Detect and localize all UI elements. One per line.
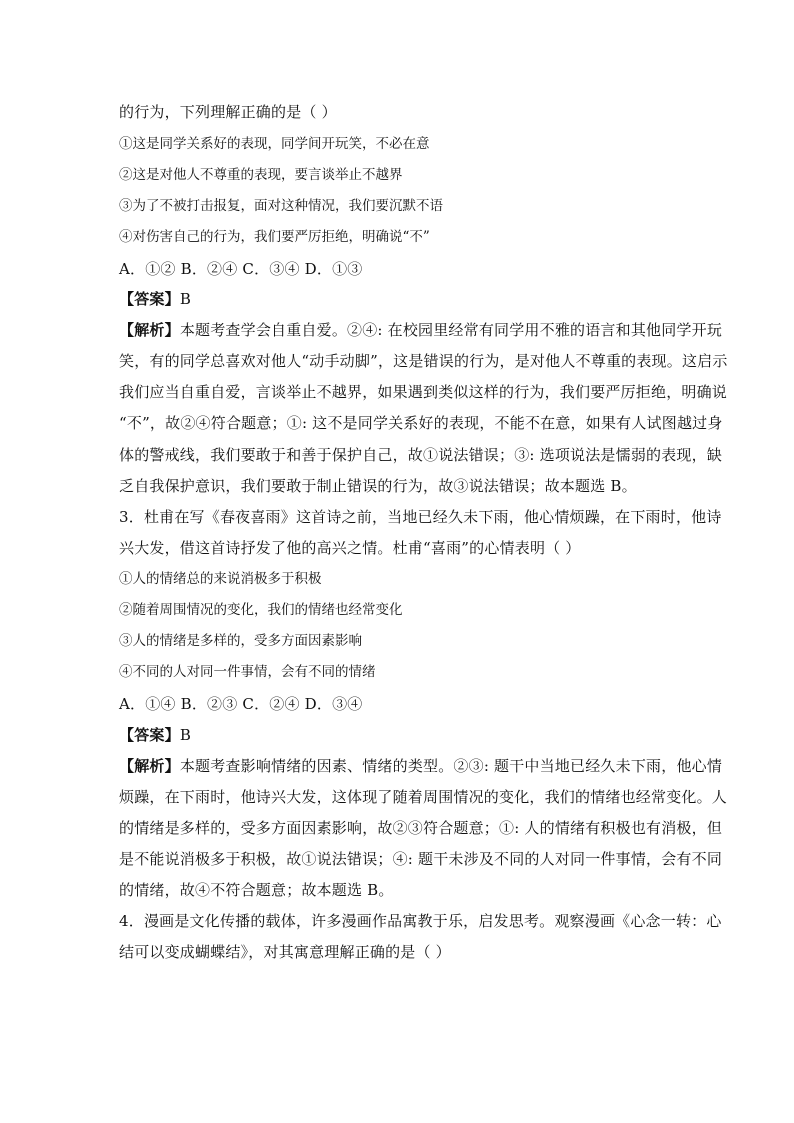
question-2-option-4: ④对伤害自己的行为，我们要严厉拒绝，明确说“不”	[119, 229, 430, 245]
question-3-option-2: ②随着周围情况的变化，我们的情绪也经常变化	[119, 602, 403, 618]
answer-value: B	[179, 726, 192, 744]
question-3-option-4: ④不同的人对同一件事情，会有不同的情绪	[119, 664, 376, 680]
question-3-analysis-line-2: 烦躁，在下雨时，他诗兴大发，这体现了随着周围情况的变化，我们的情绪也经常变化。人	[119, 788, 728, 806]
question-2-option-2: ②这是对他人不尊重的表现，要言谈举止不越界	[119, 167, 403, 183]
question-2-option-1: ①这是同学关系好的表现，同学间开玩笑，不必在意	[119, 136, 430, 152]
answer-label: 【答案】	[119, 290, 180, 308]
question-3-choices: A．①④ B．②③ C．②④ D．③④	[119, 695, 363, 713]
analysis-label: 【解析】	[119, 757, 180, 775]
question-2-option-3: ③为了不被打击报复，面对这种情况，我们要沉默不语	[119, 198, 443, 214]
question-3-stem-line-2: 兴大发，借这首诗抒发了他的高兴之情。杜甫“喜雨”的心情表明（ ）	[119, 539, 581, 557]
question-3-answer	[119, 725, 191, 745]
question-3-analysis-line-4: 是不能说消极多于积极，故①说法错误；④: 题干未涉及不同的人对同一件事情，会有不同	[119, 850, 723, 868]
analysis-label: 【解析】	[119, 321, 180, 339]
question-3-analysis-line-1	[119, 756, 722, 776]
question-2-analysis-line-4: “不”，故②④符合题意；①: 这不是同学关系好的表现，不能不在意，如果有人试图越过身	[119, 414, 723, 432]
analysis-text: 本题考查影响情绪的因素、情绪的类型。②③: 题干中当地已经久未下雨，他心情	[179, 757, 723, 775]
question-3-analysis-line-5: 的情绪，故④不符合题意；故本题选 B。	[119, 881, 394, 899]
question-3-option-3: ③人的情绪是多样的，受多方面因素影响	[119, 633, 362, 649]
question-4-stem-line-2: 结可以变成蝴蝶结》，对其寓意理解正确的是（ ）	[119, 943, 451, 961]
question-2-stem-tail: 的行为，下列理解正确的是（ ）	[119, 103, 337, 121]
question-2-analysis-line-2: 笑，有的同学总喜欢对他人“动手动脚”，这是错误的行为，是对他人不尊重的表现。这启示	[119, 352, 728, 370]
question-3-stem-line-1: 3．杜甫在写《春夜喜雨》这首诗之前，当地已经久未下雨，他心情烦躁，在下雨时，他诗	[119, 508, 722, 526]
question-4-stem-line-1: 4．漫画是文化传播的载体，许多漫画作品寓教于乐，启发思考。观察漫画《心念一转：心	[119, 912, 722, 930]
question-2-analysis-line-1	[119, 320, 722, 340]
question-2-answer	[119, 289, 191, 309]
answer-label: 【答案】	[119, 726, 180, 744]
question-3-analysis-line-3: 的情绪是多样的，受多方面因素影响，故②③符合题意；①: 人的情绪有积极也有消极，但	[119, 819, 723, 837]
question-3-option-1: ①人的情绪总的来说消极多于积极	[119, 571, 322, 587]
question-2-analysis-line-5: 体的警戒线，我们要敢于和善于保护自己，故①说法错误；③: 选项说法是懦弱的表现，缺	[119, 446, 723, 464]
analysis-text: 本题考查学会自重自爱。②④: 在校园里经常有同学用不雅的语言和其他同学开玩	[179, 321, 723, 339]
question-2-analysis-line-6: 乏自我保护意识，我们要敢于制止错误的行为，故③说法错误；故本题选 B。	[119, 477, 637, 495]
question-2-analysis-line-3: 我们应当自重自爱，言谈举止不越界，如果遇到类似这样的行为，我们要严厉拒绝，明确说	[119, 383, 728, 401]
question-2-choices: A．①② B．②④ C．③④ D．①③	[119, 260, 363, 278]
answer-value: B	[179, 290, 192, 308]
